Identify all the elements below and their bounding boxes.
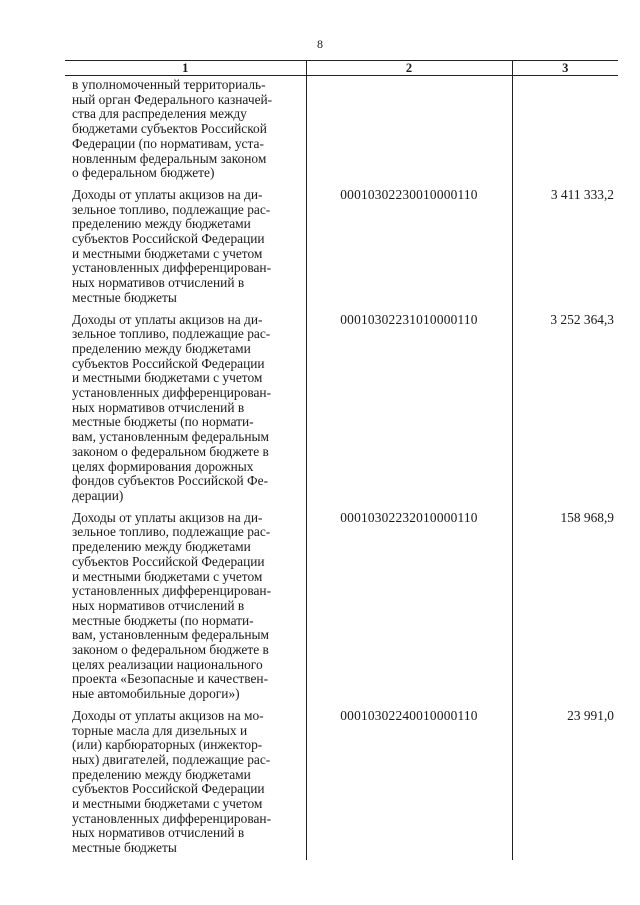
description-line: пределению между бюджетами xyxy=(72,539,251,555)
table-header-row xyxy=(65,61,618,76)
description-line: целях формирования дорожных xyxy=(72,458,254,474)
revenue-description-cell xyxy=(65,706,306,860)
description-line: местные бюджеты (по нормати- xyxy=(72,612,254,628)
amount-cell: 3 411 333,2 xyxy=(512,185,618,310)
table-row xyxy=(65,508,618,706)
budget-code-cell: 00010302231010000110 xyxy=(306,310,512,508)
description-line: Доходы от уплаты акцизов на ди- xyxy=(72,509,263,525)
table-row xyxy=(65,185,618,310)
description-line: вам, установленным федеральным xyxy=(72,627,270,643)
description-line: и местными бюджетами с учетом xyxy=(72,245,263,261)
description-line: законом о федеральном бюджете в xyxy=(72,443,269,459)
description-line: и местными бюджетами с учетом xyxy=(72,796,263,812)
description-line: Доходы от уплаты акцизов на мо- xyxy=(72,707,264,723)
description-line: пределению между бюджетами xyxy=(72,340,251,356)
description-line: установленных дифференцирован- xyxy=(72,583,272,599)
budget-code-cell: 00010302230010000110 xyxy=(306,185,512,310)
description-line: целях реализации национального xyxy=(72,656,263,672)
description-line: о федеральном бюджете) xyxy=(72,165,215,181)
revenue-description-cell xyxy=(65,76,306,185)
revenue-description-cell xyxy=(65,310,306,508)
description-line: пределению между бюджетами xyxy=(72,216,251,232)
description-line: местные бюджеты xyxy=(72,289,177,305)
description-line: установленных дифференцирован- xyxy=(72,810,272,826)
description-line: ных нормативов отчислений в xyxy=(72,825,245,841)
description-line: в уполномоченный территориаль- xyxy=(72,77,266,92)
description-line: местные бюджеты (по нормати- xyxy=(72,414,254,430)
description-line: зельное топливо, подлежащие рас- xyxy=(72,326,271,342)
table-row xyxy=(65,76,618,185)
description-line: ства для распределения между xyxy=(72,106,247,122)
amount-cell xyxy=(512,76,618,185)
description-line: субъектов Российской Федерации xyxy=(72,553,265,569)
description-line: торные масла для дизельных и xyxy=(72,722,248,738)
description-line: фондов субъектов Российской Фе- xyxy=(72,473,269,489)
description-line: ных нормативов отчислений в xyxy=(72,275,245,291)
description-line: проекта «Безопасные и качествен- xyxy=(72,671,269,687)
amount-cell: 23 991,0 xyxy=(512,706,618,860)
description-line: Федерации (по нормативам, уста- xyxy=(72,135,264,151)
description-line: вам, установленным федеральным xyxy=(72,429,270,445)
budget-revenue-table xyxy=(65,60,618,860)
column-header-1: 1 xyxy=(65,61,306,76)
amount-cell: 158 968,9 xyxy=(512,508,618,706)
description-line: пределению между бюджетами xyxy=(72,766,251,782)
column-header-3: 3 xyxy=(512,61,618,76)
budget-code-cell: 00010302240010000110 xyxy=(306,706,512,860)
column-header-2: 2 xyxy=(306,61,512,76)
revenue-description-cell xyxy=(65,185,306,310)
budget-code-cell: 00010302232010000110 xyxy=(306,508,512,706)
description-line: ных нормативов отчислений в xyxy=(72,399,245,415)
page-number: 8 xyxy=(317,37,323,51)
description-line: субъектов Российской Федерации xyxy=(72,231,265,247)
description-line: ные автомобильные дороги») xyxy=(72,686,240,702)
revenue-description-cell xyxy=(65,508,306,706)
table-row xyxy=(65,310,618,508)
description-line: установленных дифференцирован- xyxy=(72,260,272,276)
description-line: дерации) xyxy=(72,487,124,503)
description-line: установленных дифференцирован- xyxy=(72,385,272,401)
table-row xyxy=(65,706,618,860)
description-line: субъектов Российской Федерации xyxy=(72,355,265,371)
description-line: местные бюджеты xyxy=(72,840,177,856)
budget-code-cell xyxy=(306,76,512,185)
description-line: ных) двигателей, подлежащие рас- xyxy=(72,751,271,767)
description-line: и местными бюджетами с учетом xyxy=(72,370,263,386)
description-line: и местными бюджетами с учетом xyxy=(72,568,263,584)
amount-cell: 3 252 364,3 xyxy=(512,310,618,508)
description-line: зельное топливо, подлежащие рас- xyxy=(72,524,271,540)
description-line: новленным федеральным законом xyxy=(72,150,267,166)
description-line: ный орган Федерального казначей- xyxy=(72,91,273,107)
description-line: законом о федеральном бюджете в xyxy=(72,642,269,658)
description-line: ных нормативов отчислений в xyxy=(72,597,245,613)
description-line: Доходы от уплаты акцизов на ди- xyxy=(72,186,263,202)
description-line: субъектов Российской Федерации xyxy=(72,781,265,797)
table-body xyxy=(65,76,618,860)
description-line: зельное топливо, подлежащие рас- xyxy=(72,201,271,217)
description-line: бюджетами субъектов Российской xyxy=(72,121,267,137)
description-line: Доходы от уплаты акцизов на ди- xyxy=(72,311,263,327)
description-line: (или) карбюраторных (инжектор- xyxy=(72,737,263,753)
